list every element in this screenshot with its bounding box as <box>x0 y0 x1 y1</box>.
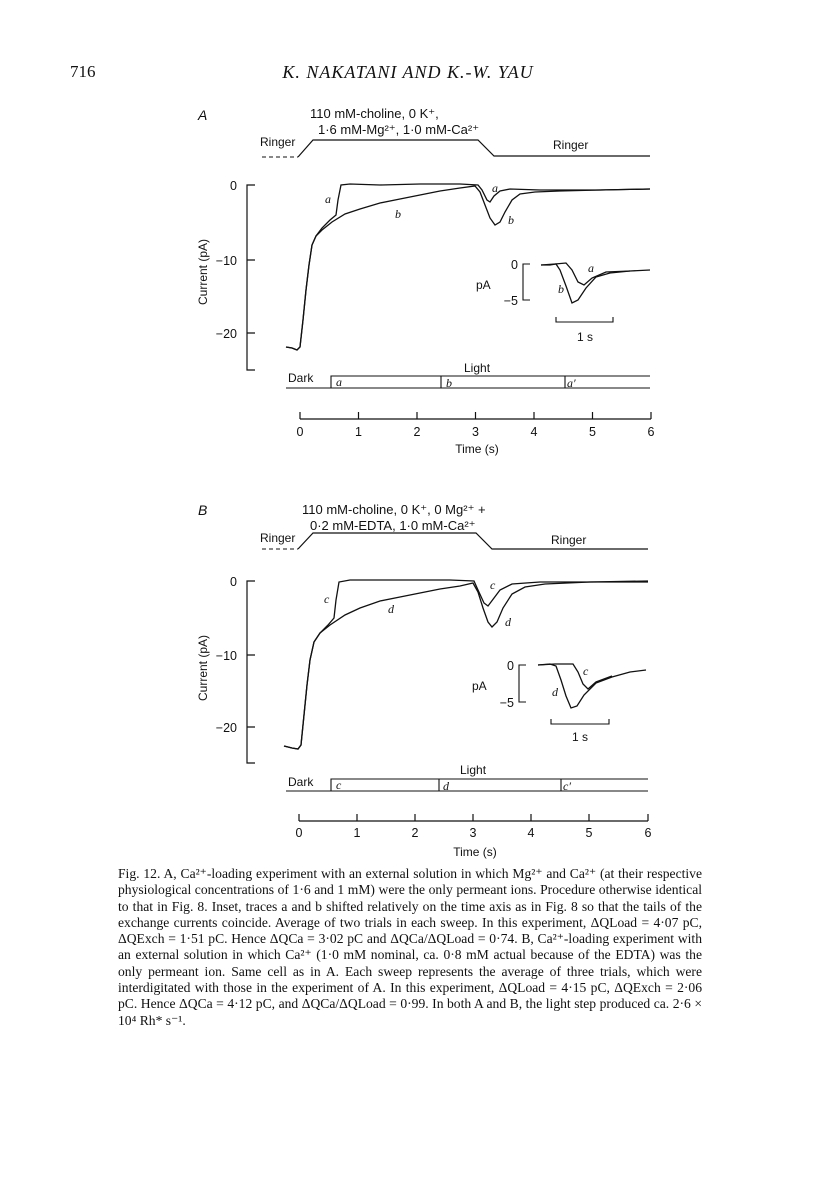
panel-a-xtick-0: 0 <box>296 425 304 439</box>
panel-a-trace-b <box>286 186 650 350</box>
page-number: 716 <box>70 62 96 81</box>
panel-b-inset <box>472 659 646 744</box>
panel-b-xtick-1: 1 <box>353 826 361 840</box>
panel-b-inset-timebar <box>551 719 609 724</box>
panel-a-inset-timebar <box>556 317 613 322</box>
panel-a-trace-label-a2: a <box>492 181 498 195</box>
panel-b-light-label: Light <box>460 763 487 777</box>
panel-b-x-axis <box>299 814 648 821</box>
panel-a-trace-label-b2: b <box>508 213 514 227</box>
panel-a-light-step-top <box>331 376 650 388</box>
panel-a-inset <box>476 258 650 344</box>
panel-b-inset-label-d: d <box>552 685 558 699</box>
figure-caption: Fig. 12. A, Ca²⁺-loading experiment with an external solution in which Mg²⁺ and Ca²⁺ (at their respective physiological concentrations of 1·6 and 1 mM) were the only permeant ions. Procedure otherwise identical to that in Fig. 8. Inset, traces a and b shifted relatively on the time axis as in Fig. 8 so that the tails of the exchange currents coincide. Average of two trials in each sweep. In this experiment, ΔQLoad = 4·07 pC, ΔQExch = 1·51 pC. Hence ΔQCa = 3·02 pC and ΔQCa/ΔQLoad = 0·74. B, Ca²⁺-loading experiment with an external solution in which Ca²⁺ (1·0 mM nominal, ca. 0·8 mM actual because of the EDTA) was the only permeant ion. Same cell as in A. Each sweep represents the average of three trials, which were interdigitated with those in the experiment of A. In this experiment, ΔQLoad = 4·15 pC, ΔQExch = 2·06 pC. Hence ΔQCa = 4·12 pC, and ΔQCa/ΔQLoad = 0·99. In both A and B, the light step produced ca. 2·6 × 10⁴ Rh* s⁻¹. <box>118 866 702 1028</box>
panel-b-xtick-0: 0 <box>295 826 303 840</box>
panel-b-xtick-5: 5 <box>585 826 593 840</box>
panel-b-xtick-6: 6 <box>644 826 652 840</box>
panel-a-inset-timebar-label: 1 s <box>576 330 594 344</box>
panel-a-light-label: Light <box>464 361 491 375</box>
panel-a-trace-a <box>286 184 650 350</box>
panel-a-xtick-5: 5 <box>589 425 596 439</box>
panel-a-ringer-right: Ringer <box>553 138 589 152</box>
panel-b-solution-line2: 0·2 mM-EDTA, 1·0 mM-Ca²⁺ <box>310 518 476 533</box>
panel-a-inset-scale <box>523 264 530 300</box>
panel-b-light-step-top <box>331 779 648 791</box>
panel-b-label: B <box>198 502 208 518</box>
panel-b-y-axis <box>247 581 255 763</box>
panel-a-ytick-0: 0 <box>230 179 237 193</box>
panel-b-ringer-left: Ringer <box>260 531 296 545</box>
panel-a-inset-label-a: a <box>588 261 594 275</box>
panel-b-dark-label: Dark <box>288 775 314 789</box>
panel-a-step-markers <box>441 376 565 388</box>
panel-b-step-markers <box>439 779 561 791</box>
panel-b <box>196 502 652 859</box>
panel-b-trace-label-c2: c <box>490 578 496 592</box>
panel-a-ringer-left: Ringer <box>260 135 296 149</box>
panel-a-xtick-6: 6 <box>647 425 655 439</box>
panel-b-trace-label-c1: c <box>324 592 330 606</box>
panel-b-inset-label-c: c <box>583 664 589 678</box>
panel-b-ytick-0: 0 <box>230 575 237 589</box>
panel-b-ytick-10: −10 <box>215 649 237 663</box>
panel-a-step-label-b: b <box>446 376 452 390</box>
panel-a-xtick-3: 3 <box>472 425 479 439</box>
panel-b-step-label-d: d <box>443 779 449 793</box>
panel-b-inset-trace-c <box>538 664 612 689</box>
panel-a-xlabel: Time (s) <box>455 442 499 456</box>
panel-b-trace-label-d2: d <box>505 615 511 629</box>
panel-a-step-label-a-prime: a′ <box>567 376 576 390</box>
panel-b-inset-scale <box>519 665 526 702</box>
panel-b-xtick-4: 4 <box>527 826 535 840</box>
panel-b-solution-trace <box>298 533 648 549</box>
panel-a-x-axis <box>300 412 651 419</box>
panel-b-inset-ylabel: pA <box>472 679 487 693</box>
panel-a-trace-label-a1: a <box>325 192 331 206</box>
panel-a-ytick-10: −10 <box>215 254 237 268</box>
panel-b-ytick-20: −20 <box>215 721 237 735</box>
panel-a-solution-line1: 110 mM-choline, 0 K⁺, <box>310 106 439 121</box>
panel-b-xtick-3: 3 <box>469 826 477 840</box>
panel-a-inset-ytick-0: 0 <box>511 258 518 272</box>
running-head: K. NAKATANI AND K.-W. YAU <box>282 62 534 82</box>
panel-a-ytick-20: −20 <box>215 327 237 341</box>
panel-a <box>196 106 655 456</box>
panel-a-ylabel: Current (pA) <box>196 238 210 306</box>
panel-b-inset-timebar-label: 1 s <box>571 730 589 744</box>
panel-a-solution-line2: 1·6 mM-Mg²⁺, 1·0 mM-Ca²⁺ <box>318 122 480 137</box>
panel-b-step-label-c: c <box>336 778 342 792</box>
panel-b-ringer-right: Ringer <box>551 533 587 547</box>
panel-a-step-label-a: a <box>336 375 342 389</box>
panel-a-label: A <box>198 107 208 123</box>
panel-a-inset-ylabel: pA <box>476 278 491 292</box>
panel-a-inset-label-b: b <box>558 282 564 296</box>
panel-a-solution-trace <box>298 140 650 157</box>
panel-a-xtick-1: 1 <box>355 425 362 439</box>
panel-b-inset-ytick-0: 0 <box>507 659 514 673</box>
panel-b-step-label-c-prime: c′ <box>563 779 571 793</box>
panel-b-ylabel: Current (pA) <box>196 634 210 702</box>
panel-a-xtick-4: 4 <box>530 425 538 439</box>
panel-a-trace-label-b1: b <box>395 207 401 221</box>
panel-a-inset-ytick-5: −5 <box>503 294 518 308</box>
panel-b-solution-line1: 110 mM-choline, 0 K⁺, 0 Mg²⁺ + <box>302 502 486 517</box>
panel-a-y-axis <box>247 185 255 370</box>
panel-a-dark-label: Dark <box>288 371 314 385</box>
panel-a-xtick-2: 2 <box>413 425 421 439</box>
panel-b-xtick-2: 2 <box>411 826 419 840</box>
panel-b-xlabel: Time (s) <box>453 845 497 859</box>
panel-b-trace-label-d1: d <box>388 602 394 616</box>
panel-a-inset-trace-a <box>541 263 630 285</box>
panel-b-inset-ytick-5: −5 <box>499 696 514 710</box>
